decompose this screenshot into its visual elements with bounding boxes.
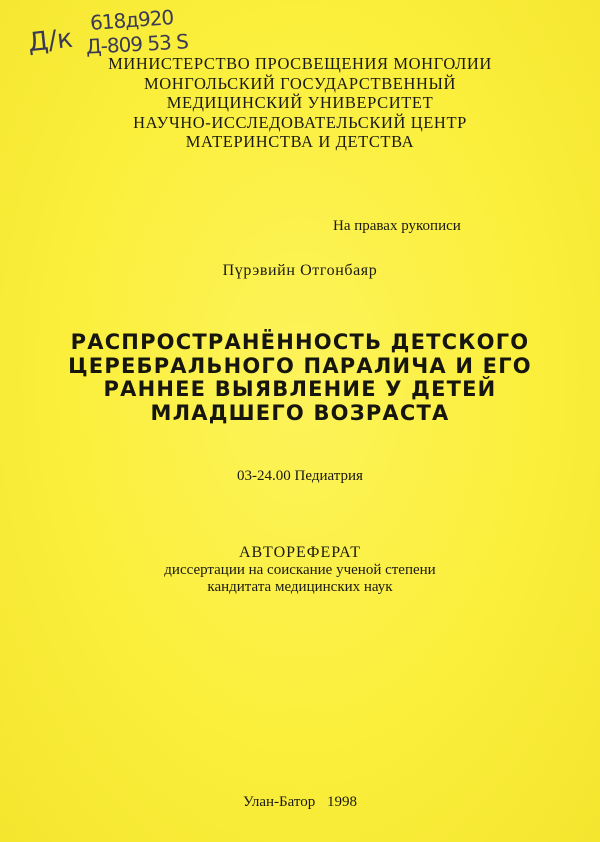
- dissertation-title: [0, 331, 600, 425]
- abstract-line: кандитата медицинских наук: [207, 579, 393, 595]
- author-name: Пүрэвийн Отгонбаяр: [222, 262, 378, 279]
- manuscript-note: На правах рукописи: [333, 218, 461, 234]
- institution-line: МЕДИЦИНСКИЙ УНИВЕРСИТЕТ: [166, 93, 434, 112]
- specialty-code: 03-24.00 Педиатрия: [237, 468, 363, 484]
- title-line: РАСПРОСТРАНЁННОСТЬ ДЕТСКОГО: [70, 330, 530, 354]
- publication-place: [0, 794, 600, 811]
- abstract-label: АВТОРЕФЕРАТ: [239, 544, 361, 561]
- abstract-line: диссертации на соискание ученой степени: [164, 561, 436, 578]
- institution-header: [0, 54, 600, 152]
- title-line: МЛАДШЕГО ВОЗРАСТА: [150, 400, 450, 425]
- year: 1998: [327, 794, 358, 810]
- institution-line: НАУЧНО-ИССЛЕДОВАТЕЛЬСКИЙ ЦЕНТР: [133, 112, 467, 132]
- city: Улан-Батор: [242, 794, 316, 810]
- handwritten-mark-line2: Д-809 53 S: [85, 29, 189, 59]
- handwritten-mark-line1: 618д920: [89, 5, 174, 35]
- handwritten-mark-prefix: Д/к: [26, 23, 75, 59]
- title-line: ЦЕРЕБРАЛЬНОГО ПАРАЛИЧА И ЕГО: [68, 353, 532, 378]
- title-line: РАННЕЕ ВЫЯВЛЕНИЕ У ДЕТЕЙ: [103, 377, 497, 401]
- abstract-block: [0, 544, 600, 597]
- institution-line: МОНГОЛЬСКИЙ ГОСУДАРСТВЕННЫЙ: [143, 73, 457, 93]
- institution-line: МИНИСТЕРСТВО ПРОСВЕЩЕНИЯ МОНГОЛИИ: [108, 54, 492, 73]
- institution-line: МАТЕРИНСТВА И ДЕТСТВА: [185, 132, 415, 151]
